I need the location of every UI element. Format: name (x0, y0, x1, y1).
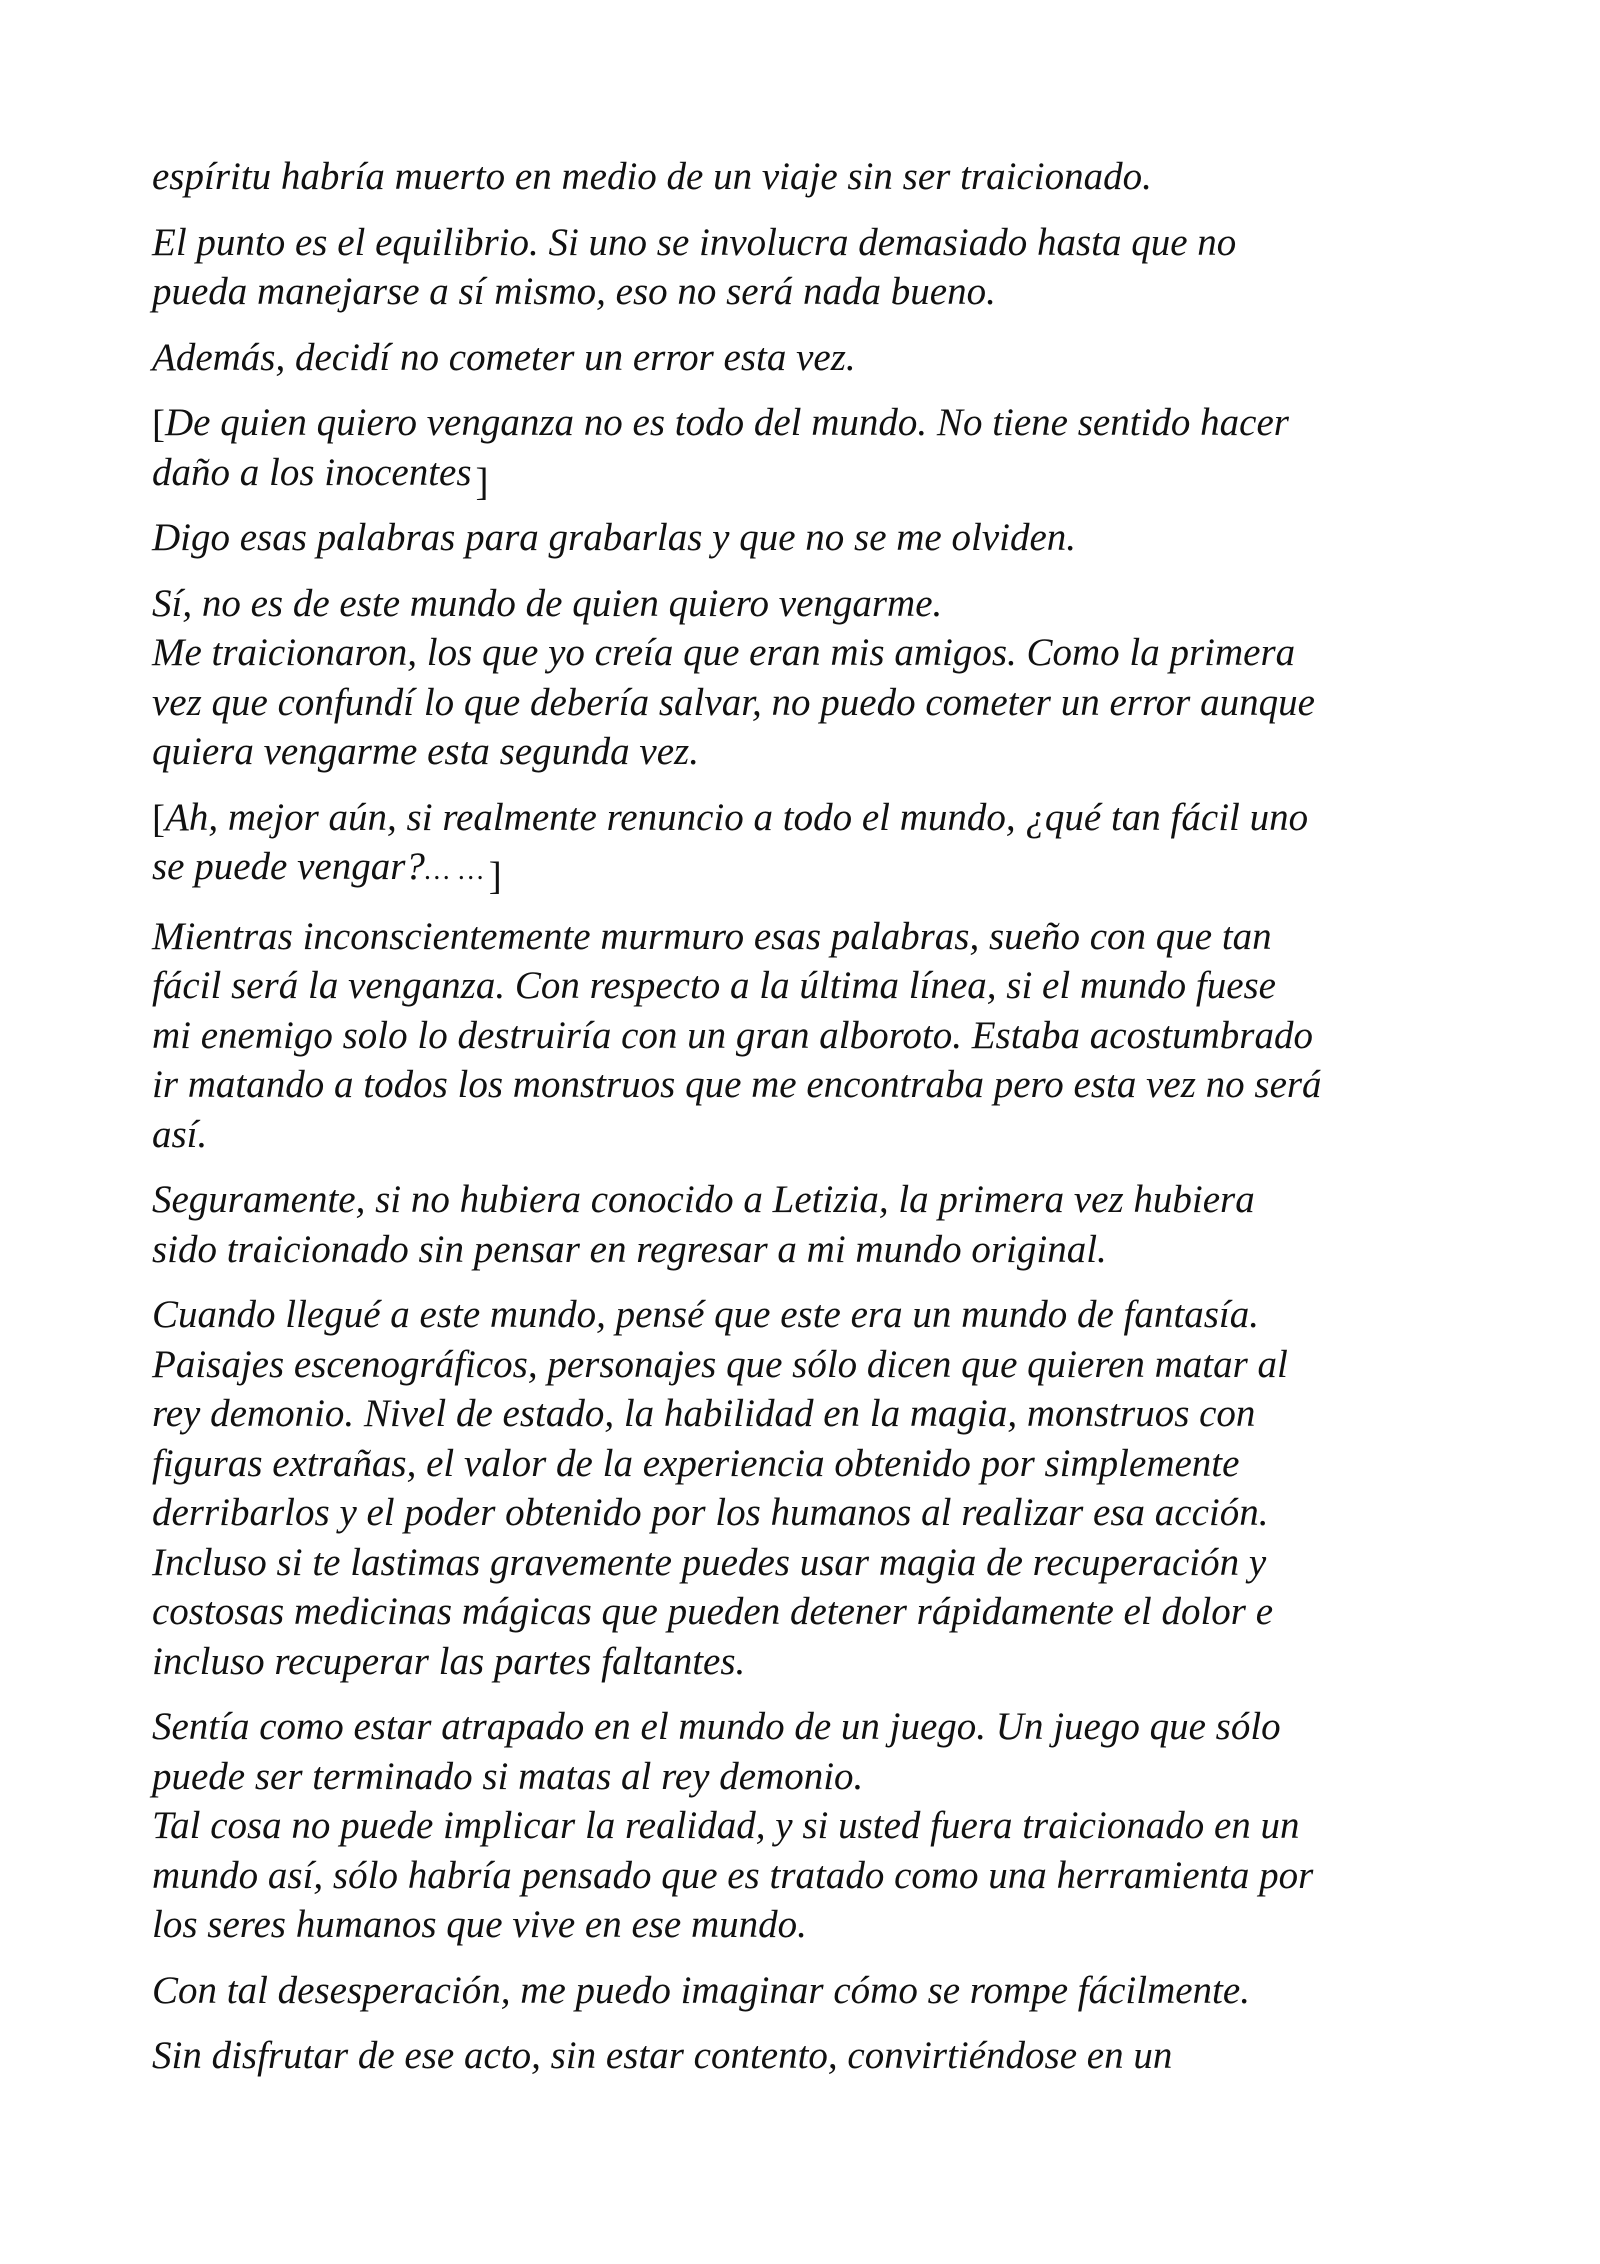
body-text (152, 152, 1452, 2097)
text-line: mi enemigo solo lo destruiría con un gran alboroto. Estaba acostumbrado (152, 1013, 1313, 1057)
dialogue-paragraph (152, 793, 1452, 896)
paragraph (152, 218, 1452, 317)
paragraph (152, 1175, 1452, 1274)
text-line: fácil será la venganza. Con respecto a la última línea, si el mundo fuese (152, 964, 1276, 1007)
ellipsis: … … (424, 855, 485, 886)
text-line: Seguramente, si no hubiera conocido a Letizia, la primera vez hubiera (152, 1178, 1255, 1221)
text-line: Tal cosa no puede implicar la realidad, y si usted fuera traicionado en un (152, 1804, 1300, 1847)
text-line: Sí, no es de este mundo de quien quiero vengarme. (152, 581, 943, 625)
text-line: derribarlos y el poder obtenido por los humanos al realizar esa acción. (152, 1491, 1269, 1534)
text-line: quiera vengarme esta segunda vez. (152, 730, 699, 773)
text-line: mundo así, sólo habría pensado que es tratado como una herramienta por (152, 1853, 1314, 1897)
text-line (152, 793, 1452, 843)
dialogue-text: daño a los inocentes (152, 450, 472, 494)
text-line (152, 398, 1452, 448)
quote-open-bracket: [ (152, 797, 165, 841)
dialogue-text: Ah, mejor aún, si realmente renuncio a todo el mundo, ¿qué tan fácil uno (165, 795, 1309, 839)
paragraph (152, 1966, 1452, 2016)
text-line: Cuando llegué a este mundo, pensé que este era un mundo de fantasía. (152, 1293, 1259, 1336)
text-line: costosas medicinas mágicas que pueden detener rápidamente el dolor e (152, 1590, 1274, 1633)
text-line (152, 842, 1452, 896)
text-line: ir matando a todos los monstruos que me encontraba pero esta vez no será (152, 1063, 1322, 1106)
text-line: Sin disfrutar de ese acto, sin estar contento, convirtiéndose en un (152, 2034, 1173, 2077)
text-line: Además, decidí no cometer un error esta vez. (152, 335, 856, 379)
dialogue-text: De quien quiero venganza no es todo del mundo. No tiene sentido hacer (165, 401, 1289, 444)
text-line: puede ser terminado si matas al rey demonio. (152, 1754, 864, 1798)
dialogue-text: se puede vengar? (152, 845, 425, 888)
paragraph (152, 912, 1452, 1160)
text-line: Me traicionaron, los que yo creía que eran mis amigos. Como la primera (152, 631, 1296, 674)
text-line: Con tal desesperación, me puedo imaginar cómo se rompe fácilmente. (152, 1968, 1250, 2012)
text-line: vez que confundí lo que debería salvar, no puedo cometer un error aunque (152, 680, 1315, 724)
paragraph (152, 333, 1452, 383)
paragraph (152, 579, 1452, 777)
text-line: sido traicionado sin pensar en regresar a mi mundo original. (152, 1227, 1107, 1271)
text-line: Sentía como estar atrapado en el mundo de un juego. Un juego que sólo (152, 1705, 1281, 1748)
text-line: figuras extrañas, el valor de la experiencia obtenido por simplemente (152, 1441, 1240, 1485)
text-line: rey demonio. Nivel de estado, la habilidad en la magia, monstruos con (152, 1392, 1256, 1435)
text-line: El punto es el equilibrio. Si uno se involucra demasiado hasta que no (152, 220, 1237, 264)
text-line: incluso recuperar las partes faltantes. (152, 1639, 746, 1683)
paragraph (152, 152, 1452, 202)
paragraph (152, 2031, 1452, 2081)
text-line: Incluso si te lastimas gravemente puedes usar magia de recuperación y (152, 1540, 1267, 1584)
text-line: Mientras inconscientemente murmuro esas palabras, sueño con que tan (152, 914, 1272, 958)
paragraph (152, 513, 1452, 563)
quote-close-bracket: ] (475, 460, 489, 504)
text-line: pueda manejarse a sí mismo, eso no será nada bueno. (152, 270, 996, 313)
dialogue-paragraph (152, 398, 1452, 504)
text-line: Paisajes escenográficos, personajes que sólo dicen que quieren matar al (152, 1342, 1288, 1386)
text-line (152, 448, 1452, 504)
quote-open-bracket: [ (152, 403, 165, 446)
text-line: Digo esas palabras para grabarlas y que no se me olviden. (152, 516, 1077, 559)
quote-close-bracket: ] (488, 855, 502, 898)
paragraph (152, 1702, 1452, 1950)
text-line: espíritu habría muerto en medio de un viaje sin ser traicionado. (152, 155, 1152, 198)
text-line: así. (152, 1112, 208, 1156)
paragraph (152, 1290, 1452, 1686)
text-line: los seres humanos que vive en ese mundo. (152, 1903, 807, 1946)
